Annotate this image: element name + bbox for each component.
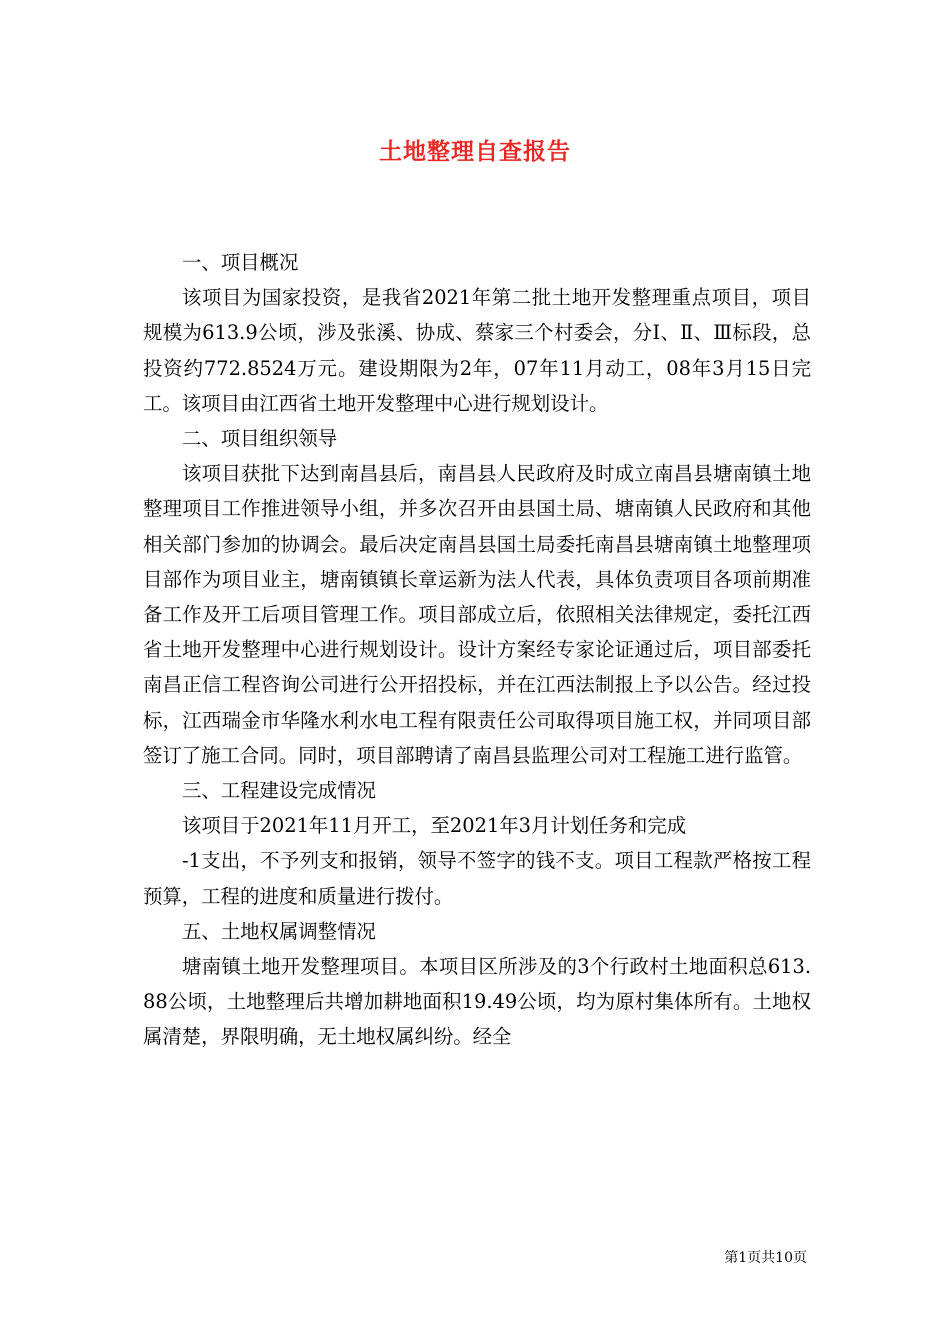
paragraph-construction: 该项目于2021年11月开工，至2021年3月计划任务和完成 bbox=[182, 814, 687, 838]
section-heading-construction: 三、工程建设完成情况 bbox=[182, 779, 376, 803]
section-heading-ownership: 五、土地权属调整情况 bbox=[182, 919, 376, 943]
document-title: 土地整理自查报告 bbox=[379, 138, 571, 165]
paragraph-expenditure: -1支出，不予列支和报销，领导不签字的钱不支。项目工程款严格按工程预算，工程的进度和质量进行拨付。 bbox=[143, 849, 811, 908]
paragraph-organization: 该项目获批下达到南昌县后，南昌县人民政府及时成立南昌县塘南镇土地整理项目工作推进领导小组，并多次召开由县国土局、塘南镇人民政府和其他相关部门参加的协调会。最后决定南昌县国土局委托南昌县塘南镇土地整理项目部作为项目业主，塘南镇镇长章运新为法人代表，具体负责项目各项前期准备工作及开工后项目管理工作。项目部成立后，依照相关法律规定，委托江西省土地开发整理中心进行规划设计。设计方案经专家论证通过后，项目部委托南昌正信工程咨询公司进行公开招投标，并在江西法制报上予以公告。经过投标，江西瑞金市华隆水利水电工程有限责任公司取得项目施工权，并同项目部签订了施工合同。同时，项目部聘请了南昌县监理公司对工程施工进行监管。 bbox=[143, 462, 811, 767]
section-heading-overview: 一、项目概况 bbox=[182, 251, 299, 274]
page-number-footer: 第1页共10页 bbox=[724, 1250, 807, 1266]
paragraph-ownership: 塘南镇土地开发整理项目。本项目区所涉及的3个行政村土地面积总613.88公顷，土地整理后共增加耕地面积19.49公顷，均为原村集体所有。土地权属清楚，界限明确，无土地权属纠纷。经全 bbox=[143, 955, 811, 1049]
section-heading-organization: 二、项目组织领导 bbox=[182, 427, 338, 451]
document-body bbox=[143, 245, 811, 1055]
paragraph-overview: 该项目为国家投资，是我省2021年第二批土地开发整理重点项目，项目规模为613.9公顷，涉及张溪、协成、蔡家三个村委会，分Ⅰ、Ⅱ、Ⅲ标段，总投资约772.8524万元。建设期限为2年，07年11月动工，08年3月15日完工。该项目由江西省土地开发整理中心进行规划设计。 bbox=[143, 286, 811, 415]
